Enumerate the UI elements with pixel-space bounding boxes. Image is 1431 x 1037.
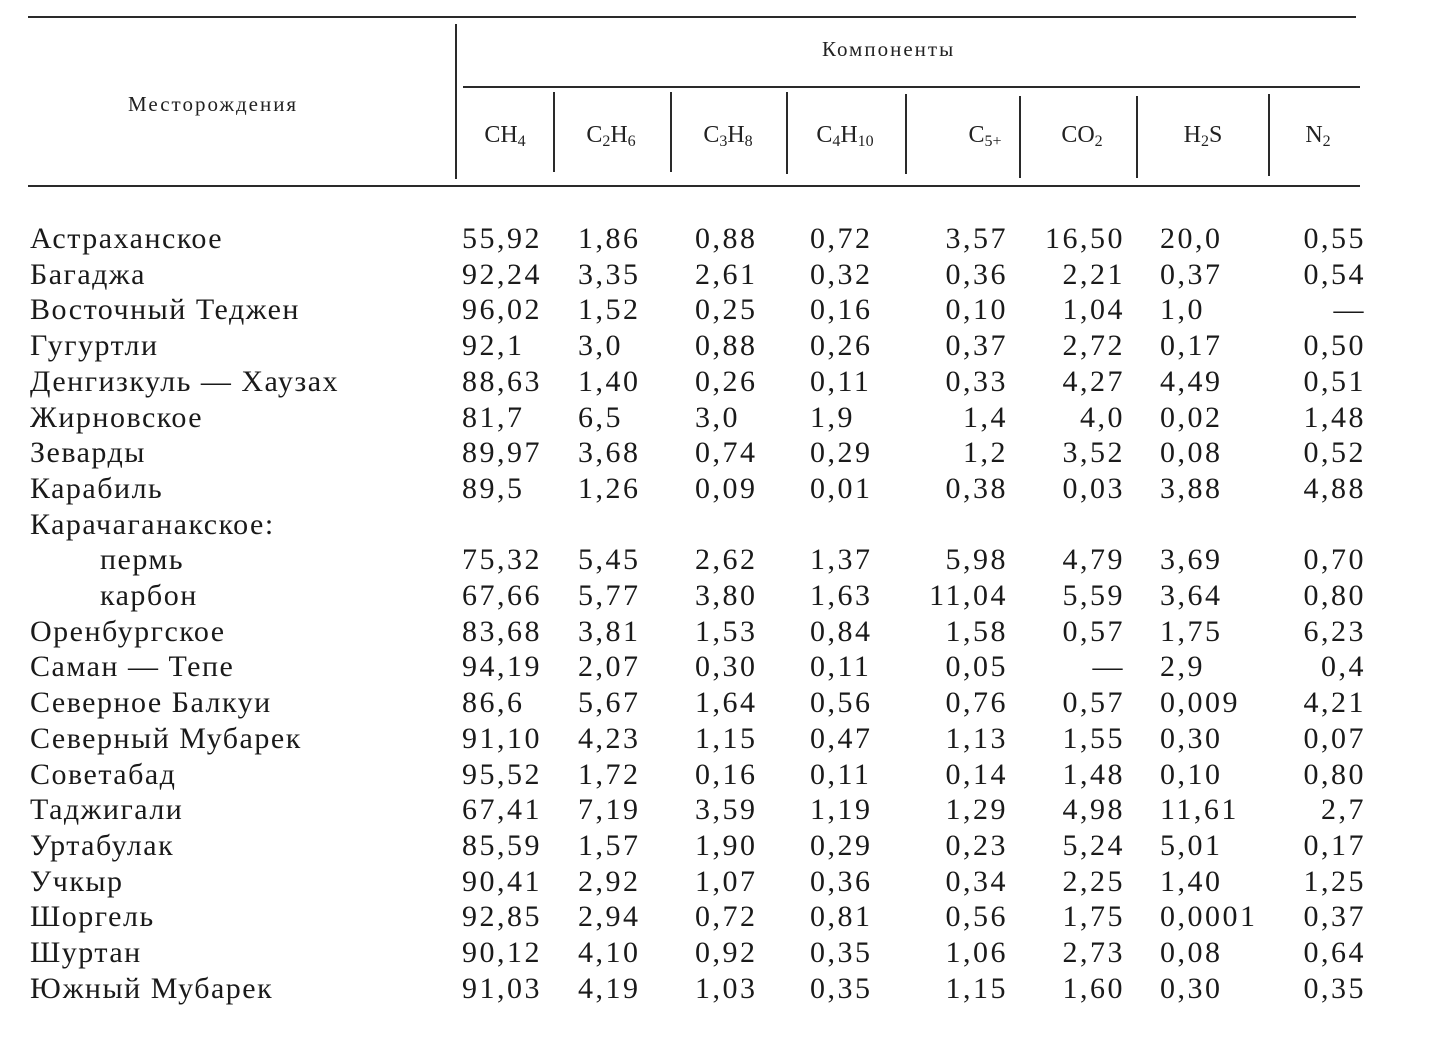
value-cell: 11,61 (1160, 793, 1239, 827)
value-cell: 2,62 (695, 543, 758, 577)
value-cell: 0,30 (1160, 971, 1223, 1005)
value-cell: 0,88 (695, 222, 758, 255)
value-cell: 3,59 (695, 793, 758, 827)
value-cell: 1,4 (963, 400, 1008, 434)
value-cell: 0,29 (810, 436, 873, 470)
table-row (0, 972, 1431, 1008)
value-cell: 1,37 (810, 543, 873, 577)
value-cell: 0,72 (695, 900, 758, 934)
column-header-sub: 2 (1200, 133, 1209, 150)
column-header-base: C (703, 122, 720, 148)
value-cell: 5,24 (1062, 828, 1125, 862)
value-cell: 2,21 (1062, 257, 1125, 291)
value-cell: 0,29 (810, 828, 873, 862)
value-cell: 1,15 (945, 971, 1008, 1005)
value-cell: 0,16 (810, 293, 873, 327)
table-row (0, 258, 1431, 294)
value-cell: 0,009 (1160, 686, 1240, 720)
field-name: Карачаганакское: (30, 507, 275, 541)
value-cell: 1,75 (1062, 900, 1125, 934)
field-name: Оренбургское (30, 614, 226, 648)
table-row (0, 436, 1431, 472)
value-cell: 3,0 (578, 329, 623, 363)
value-cell: 0,05 (945, 650, 1008, 684)
value-cell: 0,11 (810, 650, 872, 684)
value-cell: 0,35 (810, 971, 873, 1005)
value-cell: 3,80 (695, 579, 758, 612)
table-row (0, 829, 1431, 865)
column-header-base: C (586, 122, 603, 148)
value-cell: 0,03 (1062, 471, 1125, 505)
value-cell: 3,0 (695, 400, 740, 434)
value-cell: 1,86 (578, 222, 641, 255)
value-cell: 0,57 (1062, 686, 1125, 720)
value-cell: 1,55 (1062, 721, 1125, 755)
value-cell: 5,98 (945, 543, 1008, 577)
column-header-sub: 3 (719, 133, 728, 150)
value-cell: 0,55 (1303, 222, 1366, 255)
value-cell: 0,08 (1160, 436, 1223, 470)
column-header (1027, 122, 1137, 151)
value-cell: 4,27 (1062, 364, 1125, 398)
column-header-tail: H (610, 122, 628, 148)
value-cell: 89,97 (462, 436, 542, 470)
field-name: Гугуртли (30, 329, 159, 363)
field-name: Багаджа (30, 257, 146, 291)
value-cell: 1,60 (1062, 971, 1125, 1005)
value-cell: 1,53 (695, 614, 758, 648)
table-row (0, 401, 1431, 437)
column-header-tail: H (840, 122, 858, 148)
value-cell: 1,2 (963, 436, 1008, 470)
value-cell: 95,52 (462, 757, 542, 791)
value-cell: 1,15 (695, 721, 758, 755)
column-header-sub2: 8 (744, 133, 753, 150)
value-cell: 1,48 (1303, 400, 1366, 434)
field-name: пермь (100, 543, 185, 577)
value-cell: 4,88 (1303, 471, 1366, 505)
value-cell: 2,7 (1321, 793, 1366, 827)
column-header-sub: 2 (602, 133, 611, 150)
table-row (0, 508, 1431, 544)
column-header (450, 122, 560, 151)
value-cell: 5,67 (578, 686, 641, 720)
value-cell: 0,30 (695, 650, 758, 684)
value-cell: 7,19 (578, 793, 641, 827)
field-name: Советабад (30, 757, 177, 791)
value-cell: 0,01 (810, 471, 873, 505)
value-cell: 20,0 (1160, 222, 1223, 255)
value-cell: 0,52 (1303, 436, 1366, 470)
header-bottom-rule (28, 185, 1360, 187)
field-name: Жирновское (30, 400, 204, 434)
value-cell: 4,49 (1160, 364, 1223, 398)
column-header-base: CH (484, 122, 518, 148)
value-cell: 1,29 (945, 793, 1008, 827)
value-cell: 67,41 (462, 793, 542, 827)
field-name: Денгизкуль — Хаузах (30, 364, 340, 398)
value-cell: 0,35 (810, 936, 873, 969)
column-header-tail: S (1208, 122, 1223, 148)
value-cell: 5,01 (1160, 828, 1223, 862)
table-row (0, 329, 1431, 365)
value-cell: 0,50 (1303, 329, 1366, 363)
column-header-base: C (968, 122, 985, 148)
value-cell: 0,4 (1321, 650, 1366, 684)
value-cell: 0,57 (1062, 614, 1125, 648)
value-cell: 1,48 (1062, 757, 1125, 791)
top-rule (28, 16, 1356, 18)
table-row (0, 615, 1431, 651)
value-cell: 81,7 (462, 400, 525, 434)
column-header-sub: 2 (1322, 133, 1331, 150)
table-row (0, 222, 1431, 258)
value-cell: 86,6 (462, 686, 525, 720)
value-cell: 0,88 (695, 329, 758, 363)
value-cell: 1,72 (578, 757, 641, 791)
value-cell: 92,24 (462, 257, 542, 291)
value-cell: 4,23 (578, 721, 641, 755)
value-cell: 92,85 (462, 900, 542, 934)
field-name: Зеварды (30, 436, 146, 470)
value-cell: 0,47 (810, 721, 873, 755)
column-header-base: H (1183, 122, 1201, 148)
fields-header: Месторождения (128, 92, 299, 116)
column-divider (670, 92, 672, 172)
column-header-sub2: 6 (627, 133, 636, 150)
field-name: Астраханское (30, 222, 224, 255)
value-cell: 0,80 (1303, 757, 1366, 791)
table-row (0, 579, 1431, 615)
value-cell: — (1092, 650, 1125, 684)
value-cell: 0,56 (945, 900, 1008, 934)
value-cell: 0,56 (810, 686, 873, 720)
value-cell: 2,94 (578, 900, 641, 934)
column-divider (905, 94, 907, 174)
value-cell: 1,25 (1303, 864, 1366, 898)
value-cell: 91,03 (462, 971, 542, 1005)
value-cell: 0,54 (1303, 257, 1366, 291)
value-cell: 0,36 (810, 864, 873, 898)
field-name: карбон (100, 579, 198, 612)
value-cell: 2,92 (578, 864, 641, 898)
components-rule (463, 86, 1360, 88)
field-name: Шоргель (30, 900, 155, 934)
value-cell: 3,88 (1160, 471, 1223, 505)
value-cell: 90,41 (462, 864, 542, 898)
value-cell: 0,76 (945, 686, 1008, 720)
value-cell: 96,02 (462, 293, 542, 327)
value-cell: 0,74 (695, 436, 758, 470)
value-cell: 2,61 (695, 257, 758, 291)
table-row (0, 936, 1431, 972)
value-cell: 67,66 (462, 579, 542, 612)
value-cell: 4,0 (1080, 400, 1125, 434)
value-cell: 0,26 (810, 329, 873, 363)
value-cell: 0,37 (1303, 900, 1366, 934)
value-cell: 4,10 (578, 936, 641, 969)
value-cell: 1,07 (695, 864, 758, 898)
value-cell: 1,58 (945, 614, 1008, 648)
value-cell: 16,50 (1045, 222, 1125, 255)
value-cell: 2,25 (1062, 864, 1125, 898)
value-cell: 0,23 (945, 828, 1008, 862)
value-cell: 1,13 (945, 721, 1008, 755)
value-cell: 0,70 (1303, 543, 1366, 577)
value-cell: 0,02 (1160, 400, 1223, 434)
value-cell: 0,80 (1303, 579, 1366, 612)
value-cell: 1,0 (1160, 293, 1205, 327)
column-header-base: N (1305, 122, 1323, 148)
table-row (0, 472, 1431, 508)
value-cell: 3,69 (1160, 543, 1223, 577)
field-name: Карабиль (30, 471, 164, 505)
value-cell: 4,19 (578, 971, 641, 1005)
value-cell: 3,64 (1160, 579, 1223, 612)
value-cell: 0,10 (1160, 757, 1223, 791)
value-cell: 11,04 (929, 579, 1008, 612)
value-cell: 1,63 (810, 579, 873, 612)
value-cell: 0,37 (1160, 257, 1223, 291)
column-header (930, 122, 1040, 151)
value-cell: 0,25 (695, 293, 758, 327)
value-cell: 5,45 (578, 543, 641, 577)
column-header-sub2: 10 (857, 133, 874, 150)
field-name: Учкыр (30, 864, 124, 898)
value-cell: 0,36 (945, 257, 1008, 291)
value-cell: 1,75 (1160, 614, 1223, 648)
value-cell: 1,19 (810, 793, 873, 827)
value-cell: 3,68 (578, 436, 641, 470)
column-divider (786, 92, 788, 174)
value-cell: 2,9 (1160, 650, 1205, 684)
field-name: Южный Мубарек (30, 971, 274, 1005)
value-cell: 1,90 (695, 828, 758, 862)
value-cell: 1,04 (1062, 293, 1125, 327)
value-cell: 0,37 (945, 329, 1008, 363)
table-row (0, 758, 1431, 794)
value-cell: 0,92 (695, 936, 758, 969)
table-row (0, 722, 1431, 758)
field-name: Восточный Теджен (30, 293, 300, 327)
value-cell: 4,21 (1303, 686, 1366, 720)
table-row (0, 900, 1431, 936)
table-row (0, 865, 1431, 901)
column-header-sub: 2 (1094, 133, 1103, 150)
value-cell: 2,73 (1062, 936, 1125, 969)
value-cell: 0,35 (1303, 971, 1366, 1005)
field-name: Северный Мубарек (30, 721, 302, 755)
value-cell: 6,5 (578, 400, 623, 434)
value-cell: 5,77 (578, 579, 641, 612)
value-cell: 1,40 (578, 364, 641, 398)
value-cell: 0,72 (810, 222, 873, 255)
table-row (0, 793, 1431, 829)
value-cell: 0,0001 (1160, 900, 1258, 934)
value-cell: 92,1 (462, 329, 525, 363)
value-cell: 91,10 (462, 721, 542, 755)
value-cell: 0,32 (810, 257, 873, 291)
value-cell: 0,08 (1160, 936, 1223, 969)
column-header (1148, 122, 1258, 151)
value-cell: 55,92 (462, 222, 542, 255)
value-cell: 0,38 (945, 471, 1008, 505)
value-cell: 2,72 (1062, 329, 1125, 363)
value-cell: 83,68 (462, 614, 542, 648)
column-header-sub: 4 (517, 133, 526, 150)
column-header (673, 122, 783, 151)
value-cell: 0,33 (945, 364, 1008, 398)
value-cell: 6,23 (1303, 614, 1366, 648)
value-cell: 0,30 (1160, 721, 1223, 755)
column-header (556, 122, 666, 151)
value-cell: 94,19 (462, 650, 542, 684)
value-cell: 85,59 (462, 828, 542, 862)
column-divider (455, 24, 457, 179)
value-cell: 0,84 (810, 614, 873, 648)
value-cell: 1,57 (578, 828, 641, 862)
value-cell: 3,81 (578, 614, 641, 648)
field-name: Саман — Тепе (30, 650, 235, 684)
value-cell: 0,16 (695, 757, 758, 791)
value-cell: 2,07 (578, 650, 641, 684)
value-cell: 1,52 (578, 293, 641, 327)
value-cell: 1,40 (1160, 864, 1223, 898)
value-cell: 5,59 (1062, 579, 1125, 612)
value-cell: 3,57 (945, 222, 1008, 255)
value-cell: 89,5 (462, 471, 525, 505)
column-header-base: CO (1061, 122, 1095, 148)
column-header-sub: 4 (832, 133, 841, 150)
value-cell: 1,06 (945, 936, 1008, 969)
table-row (0, 543, 1431, 579)
column-header-tail: H (727, 122, 745, 148)
value-cell: 90,12 (462, 936, 542, 969)
field-name: Таджигали (30, 793, 184, 827)
value-cell: 0,17 (1303, 828, 1366, 862)
value-cell: 1,26 (578, 471, 641, 505)
value-cell: 0,14 (945, 757, 1008, 791)
field-name: Шуртан (30, 936, 142, 969)
value-cell: 0,09 (695, 471, 758, 505)
value-cell: 0,81 (810, 900, 873, 934)
column-header-base: C (816, 122, 833, 148)
value-cell: 4,79 (1062, 543, 1125, 577)
value-cell: 0,17 (1160, 329, 1223, 363)
value-cell: 0,07 (1303, 721, 1366, 755)
table-row (0, 650, 1431, 686)
value-cell: 0,11 (810, 364, 872, 398)
value-cell: 0,26 (695, 364, 758, 398)
column-header (790, 122, 900, 151)
field-name: Северное Балкуи (30, 686, 272, 720)
value-cell: 0,11 (810, 757, 872, 791)
table-row (0, 293, 1431, 329)
value-cell: 88,63 (462, 364, 542, 398)
column-header (1263, 122, 1373, 151)
value-cell: — (1333, 293, 1366, 327)
value-cell: 3,35 (578, 257, 641, 291)
table-row (0, 365, 1431, 401)
value-cell: 0,64 (1303, 936, 1366, 969)
value-cell: 1,03 (695, 971, 758, 1005)
value-cell: 1,64 (695, 686, 758, 720)
components-header: Компоненты (822, 37, 956, 61)
value-cell: 0,34 (945, 864, 1008, 898)
field-name: Уртабулак (30, 828, 175, 862)
value-cell: 0,51 (1303, 364, 1366, 398)
value-cell: 1,9 (810, 400, 855, 434)
value-cell: 3,52 (1062, 436, 1125, 470)
value-cell: 4,98 (1062, 793, 1125, 827)
column-header-sub: 5+ (984, 133, 1002, 150)
table-row (0, 686, 1431, 722)
value-cell: 0,10 (945, 293, 1008, 327)
value-cell: 75,32 (462, 543, 542, 577)
